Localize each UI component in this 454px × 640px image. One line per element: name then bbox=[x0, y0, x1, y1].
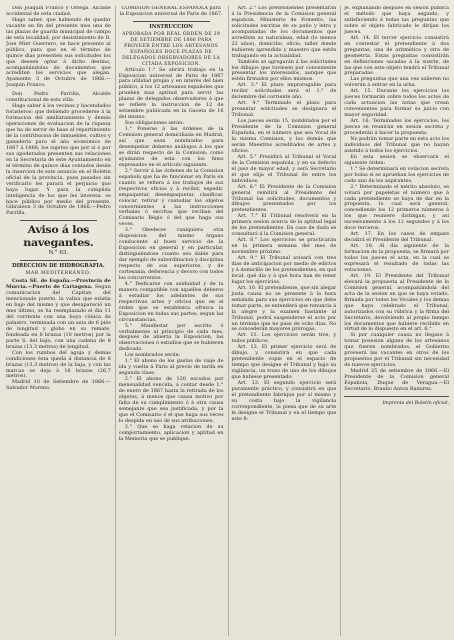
paragraph: Art. 8.° Los ejercicios se practicarán en la primera semana del mes de noviembre próximo. bbox=[231, 237, 337, 256]
paragraph: Art. 6.° El Presidente de la Comision general remitirá al Presidente del Tribunal las solicitudes, documentos y dibujos presentados por los pretendientes. bbox=[231, 183, 337, 214]
paragraph: Don Pedro Parrilla, Alcalde constitucional de esta villa. bbox=[6, 91, 111, 104]
paragraph: Art. 2.° Los pretendientes presentarán á la Presidencia de la Comision general española, Ministerio de Fomento, las solicitudes escritas de su puño y letra y acompañadas de los documentos que acrediten su naturaleza, edad (lo menos 22 años), domicilio, oficio, taller donde hubieren aprendido y maestro que estén trabajando en la actualidad. bbox=[231, 6, 337, 59]
divider-rule bbox=[133, 21, 210, 22]
paragraph: Art. 16. Terminados los ejercicios, los jueces se reunirán en sesion secreta y procederán á hacer la propuesta. bbox=[344, 118, 449, 137]
paragraph: Art. 14. El tercer ejercicio consistirá en contestar el pretendiente á dos preguntas, una de aritmética y otra de geometría. Estas preguntas consistirán en definiciones sacadas á la suerte, de las que con este objeto tendrá el Tribunal preparadas. bbox=[344, 34, 449, 77]
paragraph: 1.° Se determinará en votacion secreta por bolas si se aprueban los ejercicios de cada uno de los aspirantes. bbox=[344, 165, 449, 184]
paragraph: Los nombrados serán: bbox=[124, 352, 181, 359]
divider-rule bbox=[344, 396, 449, 397]
section-subheading: MAR MEDITERRÁNEO. bbox=[25, 271, 92, 277]
paragraph: je, explanando despues en sesion pública el método que haya seguido, y satisfaciendo á todas las preguntas que sobre el objeto fabricado le dirijan los jueces. bbox=[344, 6, 449, 35]
article-subtitle: APROBADA POR REAL ÓRDEN DE 29 DE SETIEMBRE DE 1866 PARA PROVEER ENTRE LOS ARTESANOS ESPAÑOLES DOCE PLAZAS DE DELEGADOS OBSERVADORES DE LA CITADA EXPOSICION. bbox=[122, 31, 221, 67]
notice-number: N.° 63. bbox=[48, 250, 69, 257]
paragraph: Las preguntas que una vez salieren no volverán á entrar en la urna. bbox=[344, 76, 449, 89]
paragraph bbox=[6, 279, 111, 350]
paragraph: 4.° Dedicarse con asiduidad y de la manera compatible con aquellos deberes á estudiar los adelantos de sus respectivas artes y oficios que en el órden que se establezca ofrezca la Exposicion en todas sus partes, segun las circunstancias. bbox=[118, 280, 224, 323]
paragraph: También se agregarán á las solicitudes los dibujos que tuviesen por conveniente presentar los interesados, aunque que estén firmados por ellos mismos. bbox=[231, 58, 337, 83]
paragraph: Art. 5.° Presidirá al Tribunal el Vocal de la Comision española, y en su defecto el juez de mayor edad, y será Secretario el que elija el Tribunal de entre los individuos. bbox=[231, 153, 337, 184]
column-3 bbox=[228, 6, 337, 636]
paragraph: Si por cualquier causa no llegase á tomar posesion alguno de los artesanos que fueren nombrados, el Gobierno proveerá las vacantes en otros de los propuestos por el Tribunal sin necesidad de nuevos ejercicios. bbox=[344, 332, 449, 369]
section-title: Aviso á los navegantes. bbox=[23, 224, 94, 250]
paragraph: 3.° Que se haga relacion de su comportamiento, aplicacion y aptitud en la Memoria que se publique. bbox=[118, 423, 224, 442]
paragraph: 2.° El abono de 120 escudos por mensualidad vencida, á contar desde 1.° de enero de 1867 hasta la retirada de los objetos, á menos que causa motivo por falta de su cumplimiento ó á otra causa semejante que sea justificada, y por la que el Comisario ó el que haga sus veces lo despida en uso de sus atribuciones. bbox=[118, 376, 224, 424]
paragraph: Los jueces serán 15, nombrados por el Presidente de la Comision general Española, en el número que sea Vocal de la misma Comision, y los demás que serán Maestros acreditados de artes y oficios. bbox=[231, 118, 337, 154]
paragraph: 5.° Manifestar por escrito ó verbalmente al principio de cada mes, despues de abierta la Exposicion, las observaciones ó estudios que se hubieren dedicado. bbox=[118, 322, 224, 353]
paragraph: Art. 19. El Presidente del Tribunal elevará la propuesta al Presidente de la Comision general, acompañándola del acta de la sesion en que se haya votado, firmada por todos los Vocales y los demas que haya celebrado el Tribunal, autorizados con su rúbrica y la firma del Secretario, devolviendo al propio tiempo los documentos que hubiere recibido en virtud de lo dispuesto en el art. 6.° bbox=[344, 272, 449, 333]
column-4 bbox=[340, 6, 449, 636]
paragraph: 1.° Ponerse á las órdenes de la Comision general domiciliada en Madrid, así que sean nombrados para desempeñar deberes análogos á los que se dirán respecto de la Comision; como ayudantes de esta con los fines expresados en el artículo siguiente. bbox=[118, 126, 224, 168]
paragraph: Hago saber á los vecinos y hacendados forasteros: que debiendo procederse á la formacion del amillaramiento y demás operaciones de evaluacion de la riqueza que ha de servir de base al repartimiento de la contribucion de inmuebles, cultivo y ganaderia para el año económico de 1867 á 1868, los sujetos que por sí ó por sus apoderados presenten sus relaciones en la Secretaría de este Ayuntamiento en el término de quince dias contados desde la insercion de este anuncio en el Boletin oficial de la provincia, pues pasados sin verificarlo les parará el perjuicio que haya lugar. Y para la cumplida inteligencia de los que les interesa, se hace público por medio del presente. Gibraleon 3 de Octubre de 1866.—Pedro Parrilla. bbox=[6, 103, 111, 217]
paragraph: Art. 15. Durante los ejercicios los jueces formarán sobre todos los actos de cada actuacion las notas que crean convenientes para formar su juicio con mayor seguridad. bbox=[344, 88, 449, 119]
paragraph: Con los rumbos del aguja y demas condiciones ésta queda á distancia de 8 brazas (13,3 metros) de la baja, y con las marcas se deja á 16 brazas (26,7 metros). bbox=[6, 349, 111, 380]
paragraph: Art. 4.° Terminado el plazo para presentar solicitudes se designará el Tribunal. bbox=[231, 100, 337, 119]
paragraph-body: Segun comunicacion del Capitan del mencionado puerto, la valiza que existia en bajo del mismo y que desapareció un mes último, se ha reemplazado el dia 11 del corriente con una boya cónica de palastro, terminada con un asta de 6 piés de longitud y globo en su remate, fondeada en 8 brazas (10 metros) por la parte S. del bajo, con una cadena de 8 brazas (13,3 metros) de longitud. bbox=[6, 284, 111, 350]
paragraph: Art. 17. En los casos de empate decidirá el Presidente del Tribunal. bbox=[344, 231, 449, 244]
paragraph: 1.° El abono de los gastos de viaje de ida y vuelta á Paris al precio de tarifa en segunda clase. bbox=[118, 358, 224, 377]
paragraph-lead: Costa SE. de España.—Provincia de Murcia.—Puerto de Cartagena. bbox=[6, 278, 111, 291]
paragraph: Art. 7.° El Tribunal resolverá en la primera sesion acerca de la aptitud legal de los pretendientes. En caso de duda se consultará á la Comision general. bbox=[231, 213, 337, 238]
paragraph: Art. 18. Al dia siguiente de la formacion de la propuesta, se firmará por todos los jueces el acta, en la cual se expresará el resultado de todas las votaciones. bbox=[344, 243, 449, 273]
printer-imprint: Imprenta del Boletín oficial. bbox=[382, 400, 449, 406]
article-header: COMISION GENERAL ESPAÑOLA para la Exposicion universal de Paris de 1867. bbox=[119, 6, 223, 17]
column-1 bbox=[6, 6, 111, 636]
paragraph: Hago saber: que habiendo de quedar vacante en fin del presente mes una de las plazas de guarda municipal de campo de esta localidad, por desistimiento de D. Jose Mier Guerrero, se hace presente al público, para que en el término de quince dias presenten sus solicitudes los que deseen optar á dicho destino, acompañándolas de documentos que acrediten los servicios que alegan. Ayamonte 3 de Octubre de 1866.—Joaquin Franco. bbox=[6, 16, 111, 89]
paragraph: Art. 3.° El plazo improrogable para recibir solicitudes será el 1.° de diciembre del corriente año. bbox=[231, 82, 337, 101]
paragraph: Artículo 1.° Se abrirá trabajo en la Exposicion universal de Paris de 1867 para utilidad propia y en interés del bien público, á los 12 artesanos españoles que prueben mas aptitud para servir las plazas de delegados observadores á que se refiere la instruccion de 12 de setiembre publicada en la Gaceta de 16 del mismo. bbox=[118, 66, 224, 121]
paragraph: 2.° Servir á las órdenes de la Comision española que ha de funcionar en Paris en cuanto se refiera á los trabajos de sus respectivos oficios y á recibir, expedir, empaquetar, desempaquetar, clasificar, colocar, retirar y custodiar los objetos concernientes á las instrucciones verbales ó escritas que reciban del Comisario Régio ó del que haga sus veces. bbox=[118, 167, 224, 228]
paragraph: Art. 10. El pretendiente, que sin alegar justa causa no se presente á la hora señalada para sus ejercicios en que debe tomar parte, se entenderá que renuncia á la alegre y la examen bastante al Tribunal, podrá suspenderse el acto por un término que no pase de ocho dias. No se concederán mayores prórogas. bbox=[231, 284, 337, 333]
paragraph: Don Joaquin Franco y Ortega. Alcalde accidental de esta ciudad. bbox=[6, 6, 111, 17]
divider-rule bbox=[20, 260, 97, 261]
section-heading: INSTRUCCION bbox=[149, 23, 193, 30]
paragraph: En esta sesion se observará el siguiente órden: bbox=[344, 153, 449, 166]
paragraph: 3.° Obedecer cualquiera otra disposicion del mismo órgano conducente al buen servicio de la Exposicion en general y en particular, distinguiéndose cuanto sea dable para dar ejemplo de subordinacion y disciplina respecto de sus superiores, y de cortesanía, deferencia y decoro con todos los concurrentes. bbox=[118, 227, 224, 281]
divider-rule bbox=[20, 220, 97, 221]
paragraph: Art. 9.° El Tribunal avisará con tres dias de anticipacion por medio de edictos y á domicilio de los pretendientes, en qué local, qué dia y á qué hora han de tener lugar los ejercicios. bbox=[231, 255, 337, 285]
paragraph: Art. 11. Los ejercicios serán tres, y todos públicos. bbox=[231, 332, 337, 345]
paragraph: Madrid 10 de Setiembre de 1866.—Salvador Moreno. bbox=[6, 379, 111, 392]
paragraph: No podrán tomar parte en esta acto los individuos del Tribunal que no hayan asistido á todos los ejercicios. bbox=[344, 135, 449, 154]
section-heading: DIRECCION DE HIDROGRAFIA. bbox=[12, 263, 105, 270]
paragraph: Art. 13. El segundo ejercicio será puramente práctico, y consistirá en que el pretendiente fabrique por sí mismo y su costa bajo la vigilancia correspondiente, la pieza que de su arte le designe el Tribunal y en el tiempo que este fi- bbox=[231, 380, 337, 422]
column-2 bbox=[115, 6, 224, 636]
paragraph: Art. 12. El primer ejercicio será de dibujo, y consistirá en que cada pretendiente copie en el espacio de tiempo que designe el Tribunal y bajo su vigilancia, un trozo de uno de los dibujos que hubiese presentado. bbox=[231, 344, 337, 381]
paragraph: Sus obligaciones serán: bbox=[124, 120, 184, 127]
paragraph: Madrid 25 de setiembre de 1866.—El Presidente de la Comision general Española, Duque de Veragua.—El Secretario, Braulio Anton Ramirez. bbox=[344, 368, 449, 392]
paragraph: 2.° Determinado el mérito absoluto, se votará por papeletas el número que á cada pretendiente se haya de dar en la propuesta, lo cual será general, concediendo los 12 primeros números á los que reuniere distingan, y así sucesivamente á los 12 segundos y á los doce terceros. bbox=[344, 183, 449, 232]
